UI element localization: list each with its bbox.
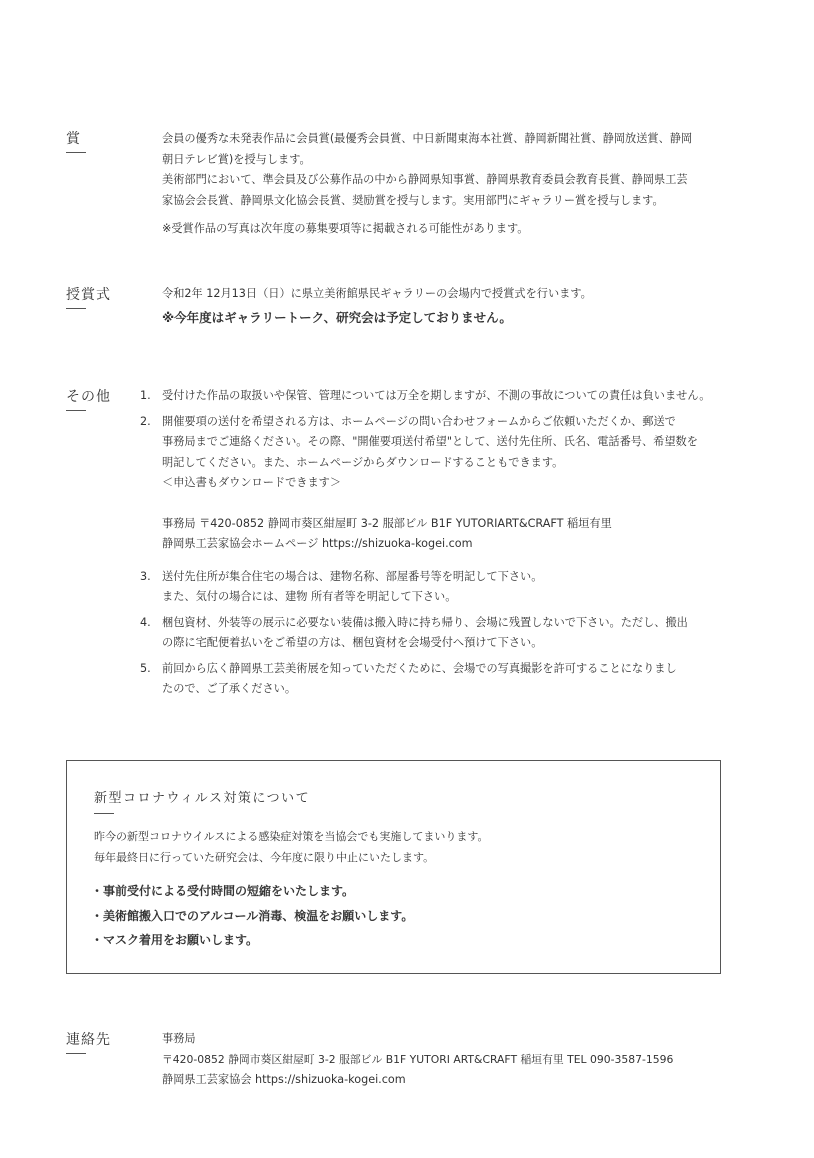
list-item-line: 梱包資材、外装等の展示に必要ない装備は搬入時に持ち帰り、会場に残置しないで下さい。ただし、搬出 [162,615,688,629]
award-line: 美術部門において、準会員及び公募作品の中から静岡県知事賞、静岡県教育委員会教育長賞、静岡県工芸 [162,173,688,186]
corona-intro [94,827,694,868]
other-list [140,386,724,705]
list-item-number: 3. [140,569,151,583]
list-item-number: 1. [140,389,151,402]
ceremony-note: ※今年度はギャラリートーク、研究会は予定しておりません。 [162,309,512,325]
list-item-line: たので、ご了承ください。 [162,682,297,695]
contact-heading-rule [66,1053,86,1054]
corona-measure-item: ・美術館搬入口でのアルコール消毒、検温をお願いします。 [91,908,414,923]
corona-measures [91,879,691,953]
list-item [140,567,724,608]
corona-notice-title: 新型コロナウィルス対策について [94,791,311,806]
contact-website: 静岡県工芸家協会 https://shizuoka-kogei.com [162,1073,406,1086]
ceremony-body [162,284,722,328]
corona-notice-box [66,760,721,974]
award-note: ※受賞作品の写真は次年度の募集要項等に掲載される可能性があります。 [162,222,529,235]
list-item-number: 2. [140,414,151,428]
list-item [140,613,724,654]
list-item-line: 送付先住所が集合住宅の場合は、建物名称、部屋番号等を明記して下さい。 [162,569,543,583]
corona-measure-item: ・マスク着用をお願いします。 [91,933,259,947]
ceremony-text: 令和2年 12月13日（日）に県立美術館県民ギャラリーの会場内で授賞式を行います。 [162,287,592,300]
contact-body [162,1029,732,1091]
list-item-number: 4. [140,615,151,629]
list-item-line: 前回から広く静岡県工芸美術展を知っていただくために、会場での写真撮影を許可することになりまし [162,661,677,675]
award-line: 朝日テレビ賞)を授与します。 [162,152,311,166]
award-heading: 賞 [66,131,81,147]
corona-title-rule [94,813,114,814]
list-item-line: 明記してください。また、ホームページからダウンロードすることもできます。 [162,455,564,469]
corona-intro-line: 昨今の新型コロナウイルスによる感染症対策を当協会でも実施してまいります。 [94,830,489,843]
list-item [140,412,724,555]
ceremony-heading: 授賞式 [66,287,111,303]
list-item-number: 5. [140,661,151,675]
other-heading: その他 [66,389,111,405]
list-item-line: 受付けた作品の取扱いや保管、管理については万全を期しますが、不測の事故についての責任は負いません。 [162,389,711,402]
award-line: 家協会会長賞、静岡県文化協会長賞、奨励賞を授与します。実用部門にギャラリー賞を授与します。 [162,193,664,207]
list-item-line: また、気付の場合には、建物 所有者等を明記して下さい。 [162,590,457,603]
award-heading-rule [66,152,86,153]
list-item [140,386,724,407]
corona-intro-line: 毎年最終日に行っていた研究会は、今年度に限り中止にいたします。 [94,850,435,864]
other-heading-rule [66,410,86,411]
award-line: 会員の優秀な未発表作品に会員賞(最優秀会員賞、中日新聞東海本社賞、静岡新聞社賞、静岡放送賞、静岡 [162,132,693,145]
corona-measure-item: ・事前受付による受付時間の短縮をいたします。 [91,884,355,898]
contact-office: 事務局 [162,1032,196,1045]
award-body [162,129,722,240]
list-item [140,659,724,700]
homepage-line: 静岡県工芸家協会ホームページ https://shizuoka-kogei.com [162,537,473,550]
list-item-line: 事務局までご連絡ください。その際、"開催要項送付希望"として、送付先住所、氏名、電話番号、希望数を [162,435,698,448]
office-address: 事務局 〒420-0852 静岡市葵区紺屋町 3-2 服部ビル B1F YUTORIART&CRAFT 稲垣有里 [162,516,612,530]
list-item-line: 開催要項の送付を希望される方は、ホームページの問い合わせフォームからご依頼いただくか、郵送で [162,414,676,428]
ceremony-heading-rule [66,308,86,309]
list-item-line: ＜申込書もダウンロードできます＞ [162,476,342,489]
contact-heading: 連絡先 [66,1032,111,1048]
contact-address: 〒420-0852 静岡市葵区紺屋町 3-2 服部ビル B1F YUTORI ART&CRAFT 稲垣有里 TEL 090-3587-1596 [162,1052,674,1066]
list-item-line: の際に宅配便着払いをご希望の方は、梱包資材を会場受付へ預けて下さい。 [162,636,543,649]
